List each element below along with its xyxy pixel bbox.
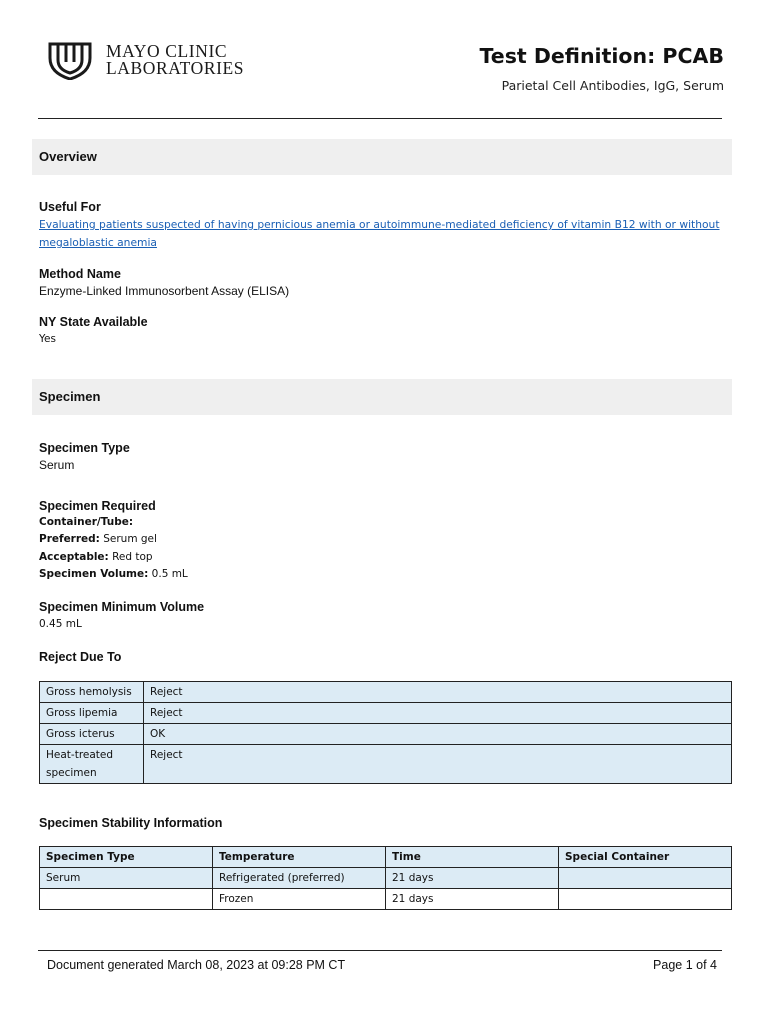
table-cell: [40, 889, 213, 910]
reject-condition: Gross icterus: [40, 724, 144, 745]
table-row: [40, 724, 732, 745]
ny-state-value: Yes: [39, 333, 56, 345]
specimen-required-label: Specimen Required: [39, 499, 156, 513]
mayo-clinic-logo: [46, 40, 244, 80]
table-cell: [559, 889, 732, 910]
table-cell: 21 days: [386, 868, 559, 889]
preferred-container: Preferred: Serum gel: [39, 533, 157, 545]
page-title: Test Definition: PCAB: [479, 44, 724, 68]
ny-state-label: NY State Available: [39, 315, 148, 329]
table-cell: [559, 868, 732, 889]
generated-timestamp: Document generated March 08, 2023 at 09:28 PM CT: [47, 958, 346, 972]
mayo-shield-icon: [46, 40, 94, 80]
acceptable-container: Acceptable: Red top: [39, 551, 153, 563]
stability-table: [39, 846, 732, 910]
method-name-label: Method Name: [39, 267, 121, 281]
logo-line1: MAYO CLINIC: [106, 41, 228, 61]
column-header: Specimen Type: [40, 847, 213, 868]
table-row: [40, 703, 732, 724]
column-header: Time: [386, 847, 559, 868]
reject-action: Reject: [144, 703, 732, 724]
table-header-row: [40, 847, 732, 868]
footer-divider: [38, 950, 722, 951]
container-tube-key: Container/Tube:: [39, 516, 134, 528]
table-row: [40, 889, 732, 910]
min-volume-label: Specimen Minimum Volume: [39, 600, 205, 614]
table-row: [40, 682, 732, 703]
reject-condition: Heat-treated specimen: [40, 745, 144, 784]
overview-section-header: [32, 139, 732, 175]
table-cell: Serum: [40, 868, 213, 889]
useful-for-label: Useful For: [39, 200, 101, 214]
method-name-value: Enzyme-Linked Immunosorbent Assay (ELISA): [39, 284, 290, 298]
reject-condition: Gross hemolysis: [40, 682, 144, 703]
table-row: [40, 745, 732, 784]
reject-condition: Gross lipemia: [40, 703, 144, 724]
useful-for-link[interactable]: Evaluating patients suspected of having pernicious anemia or autoimmune-mediated deficiency of vitamin B12 with or without megaloblastic anemia: [39, 218, 720, 249]
column-header: Temperature: [213, 847, 386, 868]
page-subtitle: Parietal Cell Antibodies, IgG, Serum: [501, 78, 724, 93]
reject-table: [39, 681, 732, 784]
logo-line2: LABORATORIES: [106, 58, 245, 78]
specimen-section-header: [32, 379, 732, 415]
reject-action: Reject: [144, 682, 732, 703]
specimen-type-value: Serum: [39, 458, 75, 472]
header-divider: [38, 118, 722, 119]
stability-label: Specimen Stability Information: [39, 816, 223, 830]
table-cell: Refrigerated (preferred): [213, 868, 386, 889]
min-volume-value: 0.45 mL: [39, 618, 82, 630]
table-cell: Frozen: [213, 889, 386, 910]
page-number: Page 1 of 4: [653, 958, 717, 972]
specimen-type-label: Specimen Type: [39, 441, 130, 455]
column-header: Special Container: [559, 847, 732, 868]
specimen-volume: Specimen Volume: 0.5 mL: [39, 568, 188, 580]
table-cell: 21 days: [386, 889, 559, 910]
reject-action: OK: [144, 724, 732, 745]
specimen-heading: Specimen: [39, 389, 101, 404]
overview-heading: Overview: [39, 149, 97, 164]
reject-due-to-label: Reject Due To: [39, 650, 122, 664]
reject-action: Reject: [144, 745, 732, 784]
table-row: [40, 868, 732, 889]
